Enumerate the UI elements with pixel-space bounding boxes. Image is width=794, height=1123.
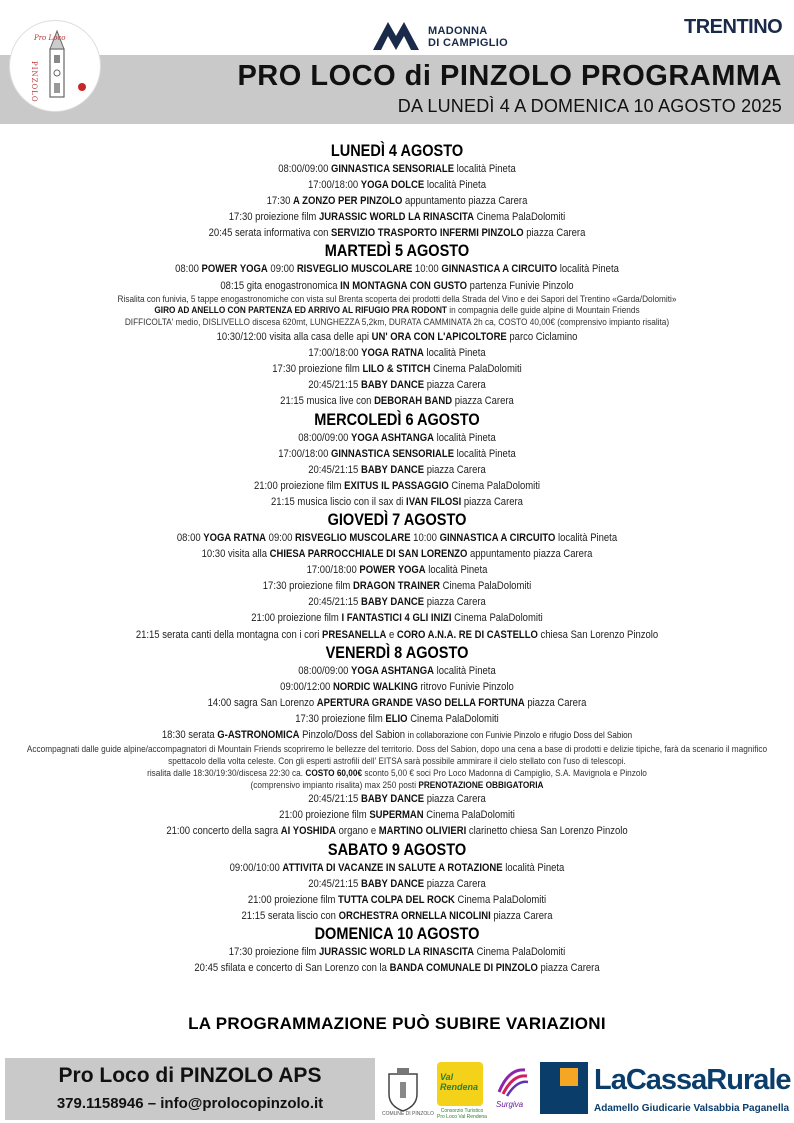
event-line — [64, 329, 731, 345]
event-title: ATTIVITA DI VACANZE IN SALUTE A ROTAZIONE — [282, 861, 503, 874]
program-list — [0, 141, 794, 976]
event-text: ritrovo Funivie Pinzolo — [417, 680, 514, 693]
event-title: BANDA COMUNALE DI PINZOLO — [389, 962, 538, 975]
event-text: piazza Carera — [424, 877, 486, 890]
page-subtitle: DA LUNEDÌ 4 A DOMENICA 10 AGOSTO 2025 — [397, 96, 782, 116]
event-text: DIFFICOLTA' medio, DISLIVELLO discesa 620mt, LUNGHEZZA 5,2km, DURATA CAMMINATA 2h ca, COSTO 40,00€ (comprensivo impianto risalita) — [124, 317, 670, 329]
day-heading: MERCOLEDÌ 6 AGOSTO — [314, 410, 480, 429]
event-title: I FANTASTICI 4 GLI INIZI — [341, 612, 452, 625]
event-line — [64, 261, 731, 277]
event-text: appuntamento piazza Carera — [467, 548, 593, 561]
event-text: 08:15 gita enogastronomica — [220, 279, 341, 292]
event-text: parco Ciclamino — [506, 331, 578, 344]
event-text: Cinema PalaDolomiti — [407, 712, 499, 725]
event-title: APERTURA GRANDE VASO DELLA FORTUNA — [316, 696, 525, 709]
event-text: in compagnia delle guide alpine di Mountain Friends — [446, 305, 640, 317]
event-text: Cinema PalaDolomiti — [430, 363, 522, 376]
event-text: località Pineta — [557, 263, 619, 276]
event-title: IN MONTAGNA CON GUSTO — [340, 279, 468, 292]
event-text: 20:45 sfilata e concerto di San Lorenzo con la — [194, 962, 390, 975]
event-title: JURASSIC WORLD LA RINASCITA — [318, 211, 474, 224]
event-text: 21:15 serata liscio con — [241, 909, 339, 922]
event-text: 10:00 — [410, 531, 440, 544]
event-text: Cinema PalaDolomiti — [423, 809, 515, 822]
event-line — [64, 876, 731, 892]
event-text: Cinema PalaDolomiti — [473, 211, 566, 224]
event-text: Cinema PalaDolomiti — [439, 580, 532, 593]
logo-text-side: PINZOLO — [30, 61, 38, 103]
event-title: BABY DANCE — [360, 379, 425, 392]
event-text: 17:30 — [266, 195, 294, 208]
event-text: 10:30 visita alla — [201, 548, 270, 561]
event-line — [64, 711, 731, 727]
logo-text-top: Pro Loco — [34, 34, 66, 42]
event-title: CHIESA PARROCCHIALE DI SAN LORENZO — [269, 548, 468, 561]
footer-contact-info: 379.1158946 – info@prolocopinzolo.it — [56, 1095, 324, 1112]
event-text: 09:00/10:00 — [229, 861, 283, 874]
event-text: 17:30 proiezione film — [262, 580, 353, 593]
event-line — [64, 430, 731, 446]
event-line — [64, 727, 731, 744]
event-title: JURASSIC WORLD LA RINASCITA — [318, 945, 474, 958]
event-text: 17:30 proiezione film — [228, 211, 319, 224]
event-title: YOGA RATNA — [203, 531, 267, 544]
event-line — [64, 377, 731, 393]
pro-loco-logo — [9, 20, 101, 112]
event-text: 21:00 proiezione film — [247, 893, 339, 906]
event-title: CORO A.N.A. RE DI CASTELLO — [396, 628, 538, 641]
event-line — [64, 462, 731, 478]
cassa-rurale-name: LaCassaRurale — [594, 1064, 791, 1096]
event-text: (comprensivo impianto risalita) max 250 posti — [250, 779, 419, 791]
event-line — [64, 177, 731, 193]
event-title: SUPERMAN — [369, 809, 424, 822]
event-text: località Pineta — [454, 447, 516, 460]
event-line — [64, 860, 731, 876]
event-text: 20:45/21:15 — [308, 596, 361, 609]
event-text: 10:00 — [412, 263, 442, 276]
event-title: DEBORAH BAND — [374, 395, 453, 408]
event-text: piazza Carera — [452, 395, 514, 408]
event-title: YOGA ASHTANGA — [351, 431, 434, 444]
event-title: POWER YOGA — [201, 263, 268, 276]
event-text: 08:00 — [175, 263, 202, 276]
event-line — [64, 345, 731, 361]
event-title: GINNASTICA A CIRCUITO — [439, 531, 556, 544]
event-text: località Pineta — [555, 531, 618, 544]
event-text: 20:45/21:15 — [308, 793, 361, 806]
event-line — [19, 744, 776, 768]
event-title: ORCHESTRA ORNELLA NICOLINI — [338, 909, 491, 922]
event-title: RISVEGLIO MUSCOLARE — [296, 263, 413, 276]
cassa-rurale-subtitle: Adamello Giudicarie Valsabbia Paganella — [594, 1103, 790, 1114]
event-line — [56, 780, 739, 792]
event-text: 17:30 proiezione film — [272, 363, 363, 376]
event-title: AI YOSHIDA — [280, 825, 336, 838]
event-text: 21:00 proiezione film — [251, 612, 342, 625]
event-text: 08:00 — [176, 531, 204, 544]
event-text: piazza Carera — [424, 596, 486, 609]
event-line — [64, 610, 731, 626]
event-text: piazza Carera — [490, 909, 553, 922]
event-text: località Pineta — [502, 861, 565, 874]
event-text: piazza Carera — [424, 793, 486, 806]
event-line — [64, 791, 731, 807]
event-title: GINNASTICA SENSORIALE — [331, 163, 455, 175]
day-heading: LUNEDÌ 4 AGOSTO — [330, 142, 464, 160]
event-line — [64, 193, 731, 209]
event-text: località Pineta — [423, 347, 486, 360]
event-line — [64, 446, 731, 462]
event-text: piazza Carera — [424, 463, 486, 476]
event-title: G-ASTRONOMICA — [217, 729, 300, 742]
event-line — [64, 807, 731, 823]
event-title: YOGA ASHTANGA — [351, 664, 434, 677]
event-text: partenza Funivie Pinzolo — [467, 279, 574, 292]
event-title: BABY DANCE — [360, 877, 425, 890]
event-text: e — [386, 628, 397, 641]
event-text: appuntamento piazza Carera — [402, 195, 528, 208]
comune-coat-of-arms-icon — [385, 1066, 421, 1112]
event-line — [64, 892, 731, 908]
event-text: piazza Carera — [424, 379, 486, 392]
event-title: BABY DANCE — [360, 596, 425, 609]
event-title: GINNASTICA SENSORIALE — [331, 447, 455, 460]
event-text: 20:45/21:15 — [308, 463, 361, 476]
event-text: risalita dalle 18:30/19:30/discesa 22:30 ca. — [147, 767, 306, 779]
event-text: località Pineta — [425, 564, 488, 577]
event-title: YOGA RATNA — [361, 347, 424, 360]
variations-notice: LA PROGRAMMAZIONE PUÒ SUBIRE VARIAZIONI — [188, 1014, 606, 1033]
event-text: 09:00 — [266, 531, 296, 544]
event-title: UN' ORA CON L'APICOLTORE — [371, 331, 507, 344]
event-text: chiesa San Lorenzo Pinzolo — [537, 628, 659, 641]
surgiva-logo-icon — [495, 1064, 529, 1098]
event-text: in collaborazione con Funivie Pinzolo e rifugio Doss del Sabion — [407, 730, 633, 742]
event-line — [56, 294, 739, 306]
event-line — [64, 908, 731, 924]
event-text: località Pineta — [424, 179, 486, 192]
event-text: Risalita con funivia, 5 tappe enogastronomiche con vista sul Brenta scoperta dei prodotti della Strada del Vino e dei Sapori del Trentino «Garda/Dolomiti» — [117, 293, 677, 305]
event-line — [64, 679, 731, 695]
event-title: RISVEGLIO MUSCOLARE — [295, 531, 411, 544]
surgiva-text: Surgiva — [496, 1100, 524, 1109]
event-text: Cinema PalaDolomiti — [448, 479, 541, 492]
event-text: Cinema PalaDolomiti — [454, 893, 547, 906]
day-heading: SABATO 9 AGOSTO — [327, 840, 467, 859]
event-text: Cinema PalaDolomiti — [451, 612, 543, 625]
day-heading: GIOVEDÌ 7 AGOSTO — [327, 510, 467, 529]
event-line — [56, 305, 739, 317]
event-text: 09:00/12:00 — [280, 680, 333, 693]
event-text: 17:30 proiezione film — [295, 712, 386, 725]
comune-label: COMUNE DI PINZOLO — [382, 1111, 434, 1117]
event-title: SERVIZIO TRASPORTO INFERMI PINZOLO — [331, 227, 524, 240]
event-text: piazza Carera — [537, 962, 600, 975]
event-text: 20:45/21:15 — [308, 877, 361, 890]
event-text: località Pineta — [454, 163, 516, 175]
event-title: IVAN FILOSI — [406, 495, 462, 508]
footer-contact-box — [5, 1058, 375, 1120]
trentino-logo: TRENTINO — [684, 16, 783, 38]
page-title: PRO LOCO di PINZOLO PROGRAMMA — [237, 60, 782, 92]
event-title: COSTO 60,00€ — [305, 767, 363, 779]
event-title: GIRO AD ANELLO CON PARTENZA ED ARRIVO AL RIFUGIO PRA RODONT — [154, 305, 447, 317]
event-text: 09:00 — [267, 263, 297, 276]
event-text: 20:45 serata informativa con — [208, 227, 332, 240]
event-text: piazza Carera — [461, 495, 523, 508]
event-line — [64, 530, 731, 546]
event-text: Accompagnati dalle guide alpine/accompagnatori di Mountain Friends scopriremo le bellezze del territorio. Doss del Sabion, dopo una cena a base di prodotti e delizie tipiche, farà da scenario il magnifico spettacolo della volta celeste. Con gli esperti astrofili dell' EITSA sarà possibile ammirare il cielo stellato con l'uso di telescopi. — [26, 744, 768, 767]
event-text: Cinema PalaDolomiti — [473, 945, 566, 958]
event-title: PRENOTAZIONE OBBIGATORIA — [418, 779, 544, 791]
event-text: località Pineta — [433, 664, 496, 677]
event-line — [64, 209, 731, 225]
event-text: Pinzolo/Doss del Sabion — [299, 729, 408, 742]
event-title: EXITUS IL PASSAGGIO — [344, 479, 449, 492]
event-title: NORDIC WALKING — [332, 680, 418, 693]
event-title: DRAGON TRAINER — [352, 580, 440, 593]
event-text: 21:00 proiezione film — [253, 479, 345, 492]
event-title: LILO & STITCH — [362, 363, 431, 376]
event-text: piazza Carera — [523, 227, 586, 240]
footer-org-name: Pro Loco di PINZOLO APS — [58, 1064, 322, 1087]
event-line — [64, 944, 731, 960]
event-line — [64, 627, 731, 643]
val-rendena-subtext: Consorzio Turistico Pro Loco Val Rendena — [437, 1108, 487, 1120]
event-text: piazza Carera — [524, 696, 587, 709]
event-text: 21:15 musica live con — [280, 395, 375, 408]
day-heading: VENERDÌ 8 AGOSTO — [325, 643, 469, 662]
event-text: 17:00/18:00 — [308, 179, 361, 192]
event-line — [64, 478, 731, 494]
event-text: 17:00/18:00 — [308, 347, 362, 360]
event-title: POWER YOGA — [359, 564, 426, 577]
event-text: sconto 5,00 € soci Pro Loco Madonna di Campiglio, S.A. Mavignola e Pinzolo — [362, 767, 647, 779]
event-line — [64, 960, 731, 976]
madonna-di-campiglio-text: MADONNA DI CAMPIGLIO — [428, 25, 508, 49]
event-line — [64, 546, 731, 562]
event-text: 17:30 proiezione film — [228, 945, 319, 958]
event-title: ELIO — [385, 712, 408, 725]
event-line — [56, 768, 739, 780]
event-title: BABY DANCE — [360, 793, 425, 806]
cassa-rurale-mark-inner — [560, 1068, 578, 1086]
day-heading: MARTEDÌ 5 AGOSTO — [324, 242, 470, 261]
event-text: 17:00/18:00 — [306, 564, 360, 577]
event-line — [64, 225, 731, 241]
event-text: clarinetto chiesa San Lorenzo Pinzolo — [466, 825, 628, 838]
madonna-di-campiglio-logo-icon — [373, 20, 419, 50]
event-text: località Pineta — [433, 431, 496, 444]
event-title: PRESANELLA — [322, 628, 387, 641]
event-line — [56, 317, 739, 329]
event-line — [64, 278, 731, 294]
event-text: 08:00/09:00 — [298, 431, 352, 444]
val-rendena-text: Val Rendena — [440, 1072, 479, 1092]
event-line — [64, 663, 731, 679]
event-line — [64, 823, 731, 839]
event-title: BABY DANCE — [360, 463, 425, 476]
event-text: 18:30 serata — [161, 729, 218, 742]
event-line — [64, 695, 731, 711]
event-line — [64, 594, 731, 610]
event-text: 08:00/09:00 — [278, 163, 332, 175]
event-line — [64, 494, 731, 510]
event-text: 21:15 musica liscio con il sax di — [271, 495, 407, 508]
event-text: 08:00/09:00 — [298, 664, 352, 677]
event-line — [64, 361, 731, 377]
event-title: YOGA DOLCE — [360, 179, 425, 192]
event-title: TUTTA COLPA DEL ROCK — [338, 893, 455, 906]
event-title: A ZONZO PER PINZOLO — [293, 195, 403, 208]
event-title: MARTINO OLIVIERI — [378, 825, 467, 838]
event-text: organo e — [335, 825, 379, 838]
event-line — [64, 161, 731, 177]
event-text: 21:00 proiezione film — [279, 809, 370, 822]
event-title: GINNASTICA A CIRCUITO — [441, 263, 558, 276]
event-text: 10:30/12:00 visita alla casa delle api — [216, 331, 372, 344]
event-line — [64, 393, 731, 409]
event-text: 21:00 concerto della sagra — [166, 825, 281, 838]
event-text: 20:45/21:15 — [308, 379, 361, 392]
day-heading: DOMENICA 10 AGOSTO — [314, 924, 480, 943]
event-text: 21:15 serata canti della montagna con i cori — [135, 628, 323, 641]
event-text: 17:00/18:00 — [278, 447, 332, 460]
event-line — [64, 562, 731, 578]
event-line — [64, 578, 731, 594]
event-text: 14:00 sagra San Lorenzo — [207, 696, 317, 709]
